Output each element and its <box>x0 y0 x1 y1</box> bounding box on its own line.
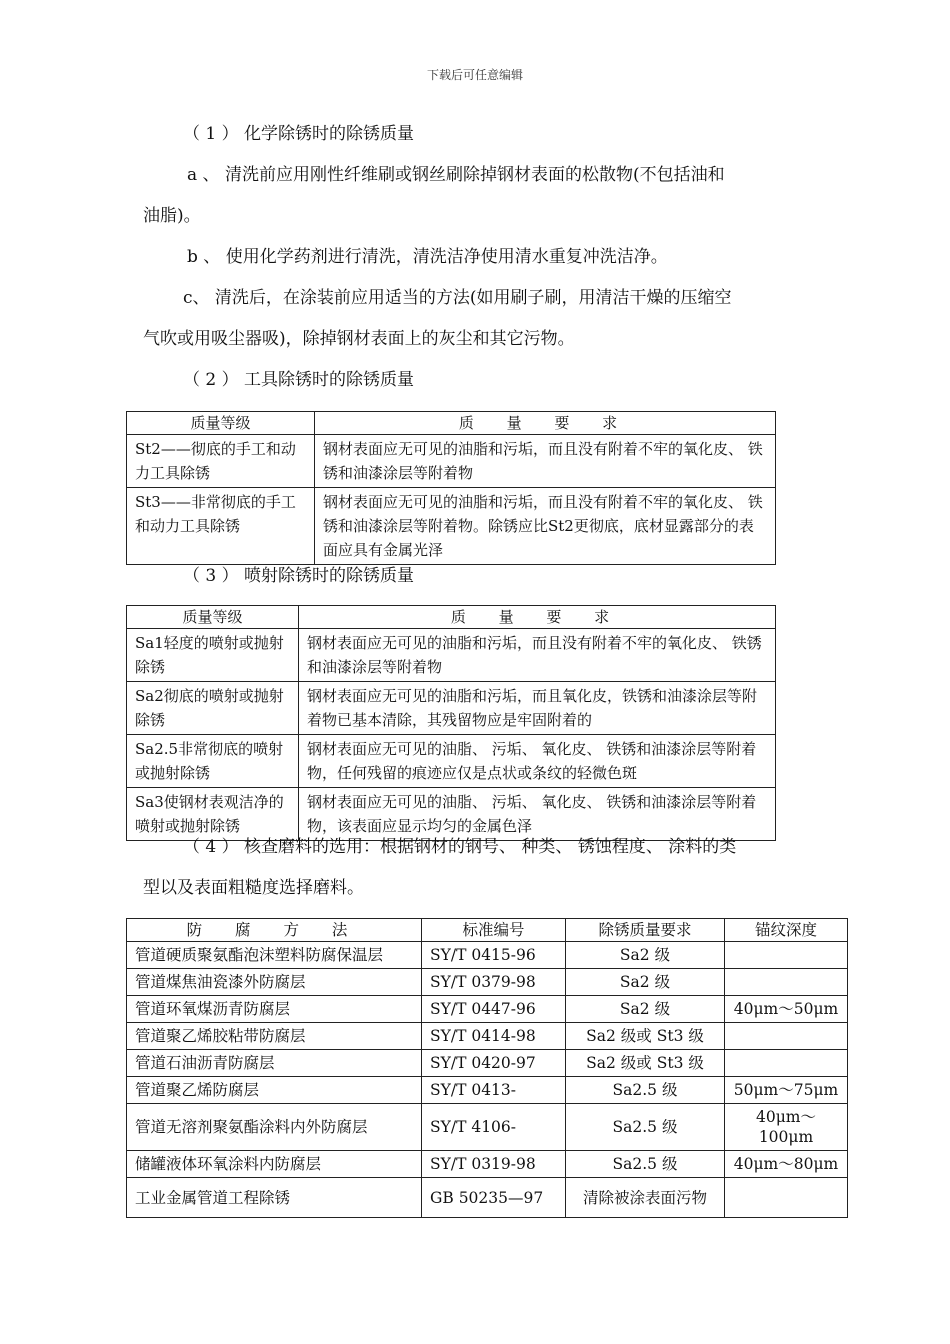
table2-requirement: 钢材表面应无可见的油脂、 污垢、 氧化皮、 铁锈和油漆涂层等附着物，该表面应显示均匀的金属色泽 <box>299 788 776 841</box>
page-header: 下载后可任意编辑 <box>426 68 523 82</box>
table-row <box>127 682 776 735</box>
table1-grade: St2——彻底的手工和动力工具除锈 <box>127 435 315 488</box>
standard-cell: SY/T 0447-96 <box>422 996 566 1023</box>
grade-cell: Sa2 级 <box>566 942 725 969</box>
section-2-heading: （ 2 ） 工具除锈时的除锈质量 <box>183 370 415 390</box>
table-row <box>127 996 848 1023</box>
paragraph-b: b 、 使用化学药剂进行清洗，清洗洁净使用清水重复冲洗洁净。 <box>187 247 668 267</box>
table-row <box>127 788 776 841</box>
table-row <box>127 435 776 488</box>
section-1-heading: （ 1 ） 化学除锈时的除锈质量 <box>183 124 415 144</box>
table3-header-depth: 锚纹深度 <box>725 919 848 942</box>
table2-requirement: 钢材表面应无可见的油脂和污垢，而且没有附着不牢的氧化皮、 铁锈和油漆涂层等附着物 <box>299 629 776 682</box>
grade-cell: Sa2.5 级 <box>566 1104 725 1151</box>
table-row <box>127 1023 848 1050</box>
method-cell: 管道煤焦油瓷漆外防腐层 <box>127 969 422 996</box>
table1-grade: St3——非常彻底的手工和动力工具除锈 <box>127 488 315 565</box>
table-row <box>127 735 776 788</box>
depth-cell <box>725 1023 848 1050</box>
table3-header-grade: 除锈质量要求 <box>566 919 725 942</box>
standard-cell: SY/T 0413- <box>422 1077 566 1104</box>
table-row <box>127 1151 848 1178</box>
depth-cell <box>725 1050 848 1077</box>
table-row <box>127 1104 848 1151</box>
depth-cell <box>725 942 848 969</box>
table1-header-grade: 质量等级 <box>127 412 315 435</box>
grade-cell: Sa2 级 <box>566 996 725 1023</box>
depth-cell <box>725 1178 848 1218</box>
standard-cell: SY/T 0414-98 <box>422 1023 566 1050</box>
table3-header-method: 防 腐 方 法 <box>127 919 422 942</box>
section-3-heading: （ 3 ） 喷射除锈时的除锈质量 <box>183 566 415 586</box>
blast-derust-table <box>126 605 776 841</box>
table-row <box>127 488 776 565</box>
section-4-line1: （ 4 ） 核查磨料的选用：根据钢材的钢号、 种类、 锈蚀程度、 涂料的类 <box>183 837 737 857</box>
table-row <box>127 1077 848 1104</box>
paragraph-a-line1: a 、 清洗前应用刚性纤维刷或钢丝刷除掉钢材表面的松散物(不包括油和 <box>187 165 725 185</box>
standard-cell: SY/T 0379-98 <box>422 969 566 996</box>
table1-requirement: 钢材表面应无可见的油脂和污垢，而且没有附着不牢的氧化皮、 铁锈和油漆涂层等附着物 <box>315 435 776 488</box>
method-cell: 管道硬质聚氨酯泡沫塑料防腐保温层 <box>127 942 422 969</box>
table2-grade: Sa1轻度的喷射或抛射除锈 <box>127 629 299 682</box>
grade-cell: Sa2 级 <box>566 969 725 996</box>
method-cell: 管道环氧煤沥青防腐层 <box>127 996 422 1023</box>
table1-header-requirement: 质 量 要 求 <box>315 412 776 435</box>
paragraph-a-line2: 油脂)。 <box>143 206 201 226</box>
method-cell: 管道石油沥青防腐层 <box>127 1050 422 1077</box>
standard-cell: SY/T 0319-98 <box>422 1151 566 1178</box>
depth-cell: 40μm～50μm <box>725 996 848 1023</box>
table1-requirement: 钢材表面应无可见的油脂和污垢，而且没有附着不牢的氧化皮、 铁锈和油漆涂层等附着物。除锈应比St2更彻底，底材显露部分的表面应具有金属光泽 <box>315 488 776 565</box>
depth-cell <box>725 969 848 996</box>
table2-header-grade: 质量等级 <box>127 606 299 629</box>
table2-requirement: 钢材表面应无可见的油脂和污垢，而且氧化皮，铁锈和油漆涂层等附着物已基本清除，其残留物应是牢固附着的 <box>299 682 776 735</box>
anticorrosion-table <box>126 918 848 1218</box>
standard-cell: GB 50235—97 <box>422 1178 566 1218</box>
standard-cell: SY/T 4106- <box>422 1104 566 1151</box>
table-row <box>127 629 776 682</box>
method-cell: 工业金属管道工程除锈 <box>127 1178 422 1218</box>
depth-cell: 50μm～75μm <box>725 1077 848 1104</box>
method-cell: 管道无溶剂聚氨酯涂料内外防腐层 <box>127 1104 422 1151</box>
table-row <box>127 942 848 969</box>
tool-derust-table <box>126 411 776 565</box>
section-4-line2: 型以及表面粗糙度选择磨料。 <box>143 878 364 898</box>
table2-grade: Sa2彻底的喷射或抛射除锈 <box>127 682 299 735</box>
table2-grade: Sa3使钢材表观洁净的喷射或抛射除锈 <box>127 788 299 841</box>
table2-requirement: 钢材表面应无可见的油脂、 污垢、 氧化皮、 铁锈和油漆涂层等附着物，任何残留的痕迹应仅是点状或条纹的轻微色斑 <box>299 735 776 788</box>
grade-cell: Sa2 级或 St3 级 <box>566 1050 725 1077</box>
method-cell: 管道聚乙烯防腐层 <box>127 1077 422 1104</box>
standard-cell: SY/T 0420-97 <box>422 1050 566 1077</box>
depth-cell: 40μm～100μm <box>725 1104 848 1151</box>
table-row <box>127 969 848 996</box>
table2-header-requirement: 质 量 要 求 <box>299 606 776 629</box>
method-cell: 储罐液体环氧涂料内防腐层 <box>127 1151 422 1178</box>
table3-header-standard: 标准编号 <box>422 919 566 942</box>
grade-cell: Sa2 级或 St3 级 <box>566 1023 725 1050</box>
depth-cell: 40μm～80μm <box>725 1151 848 1178</box>
paragraph-c-line1: c、 清洗后，在涂装前应用适当的方法(如用刷子刷，用清洁干燥的压缩空 <box>183 288 732 308</box>
grade-cell: Sa2.5 级 <box>566 1077 725 1104</box>
table-row <box>127 1178 848 1218</box>
table-row <box>127 1050 848 1077</box>
table2-grade: Sa2.5非常彻底的喷射或抛射除锈 <box>127 735 299 788</box>
standard-cell: SY/T 0415-96 <box>422 942 566 969</box>
paragraph-c-line2: 气吹或用吸尘器吸)，除掉钢材表面上的灰尘和其它污物。 <box>143 329 575 349</box>
grade-cell: Sa2.5 级 <box>566 1151 725 1178</box>
method-cell: 管道聚乙烯胶粘带防腐层 <box>127 1023 422 1050</box>
grade-cell: 清除被涂表面污物 <box>566 1178 725 1218</box>
